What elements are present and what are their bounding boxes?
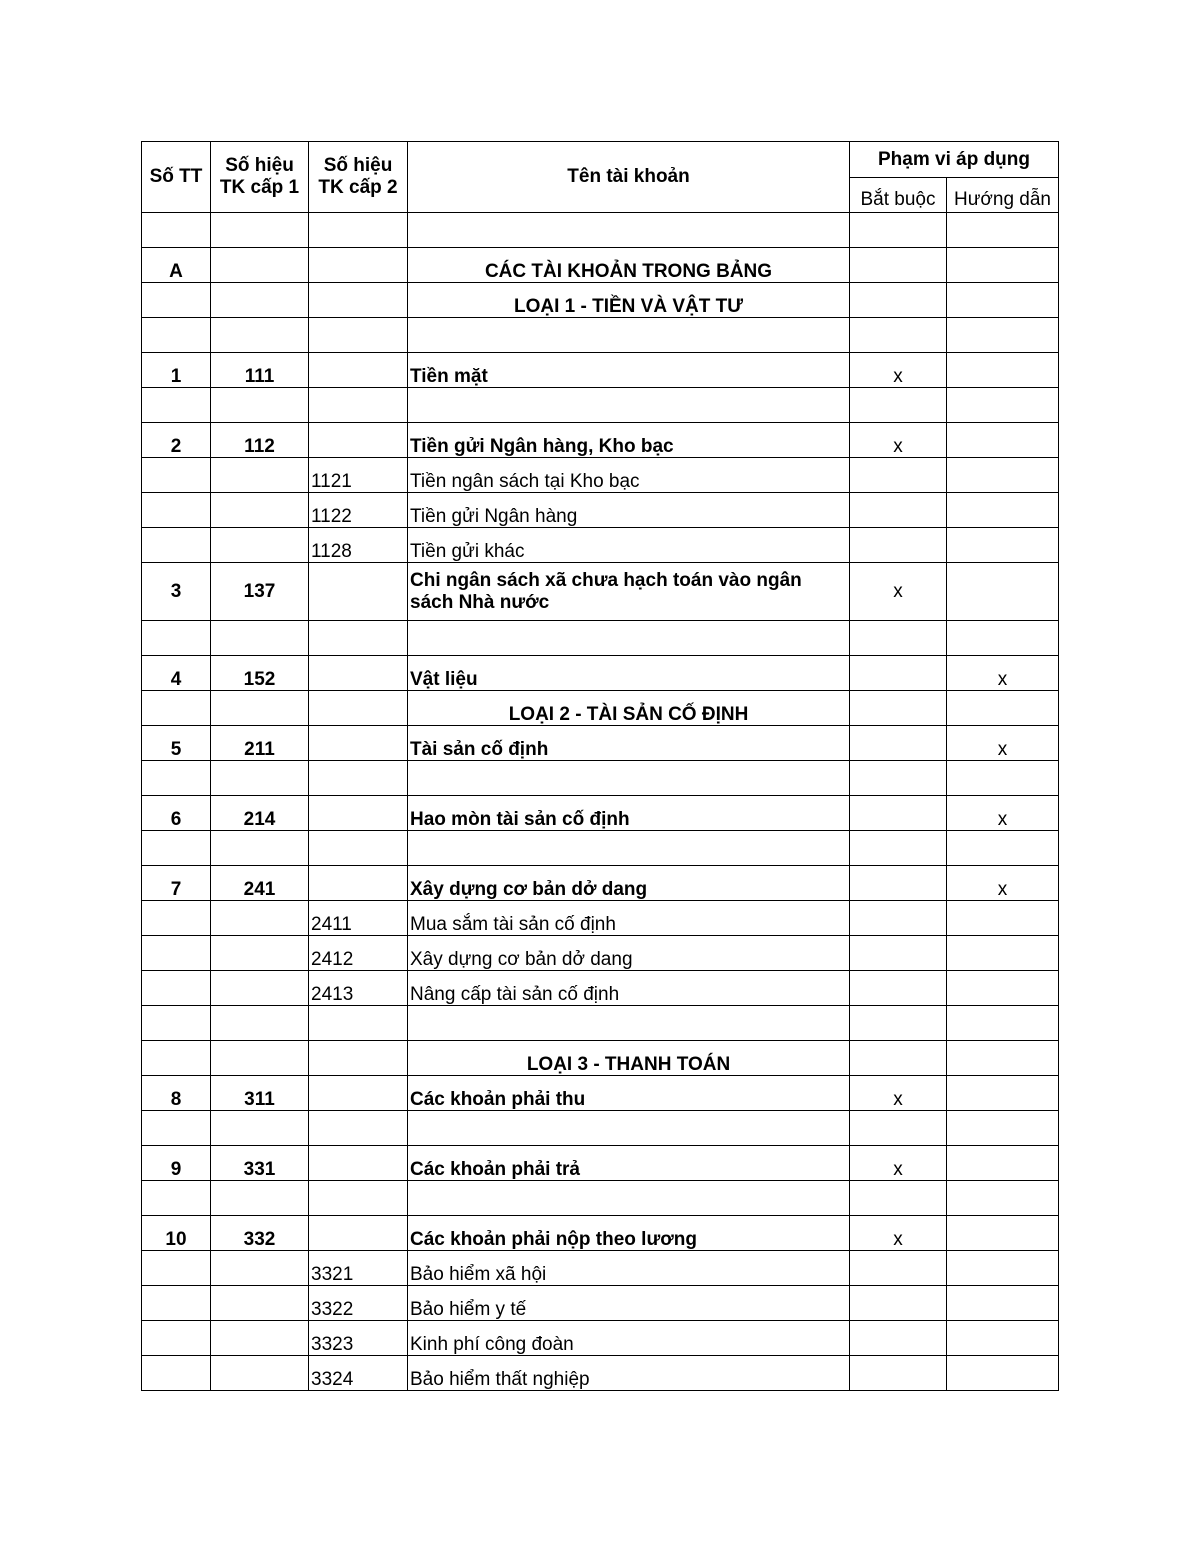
empty-cell xyxy=(408,1111,850,1146)
account-code-level-2: 1121 xyxy=(309,458,408,493)
sub-account-row xyxy=(142,1356,1059,1391)
empty-cell xyxy=(309,1181,408,1216)
row-stt: 6 xyxy=(142,796,211,831)
empty-cell xyxy=(211,1251,309,1286)
empty-cell xyxy=(947,493,1059,528)
sub-account-name: Mua sắm tài sản cố định xyxy=(408,901,850,936)
empty-cell xyxy=(142,388,211,423)
blank-row xyxy=(142,318,1059,353)
mandatory-mark: x xyxy=(850,1216,947,1251)
sub-account-name: Bảo hiểm xã hội xyxy=(408,1251,850,1286)
empty-cell xyxy=(211,936,309,971)
empty-cell xyxy=(947,831,1059,866)
account-code-level-2: 1128 xyxy=(309,528,408,563)
section-row xyxy=(142,248,1059,283)
section-row xyxy=(142,1041,1059,1076)
account-name: Các khoản phải trả xyxy=(408,1146,850,1181)
empty-cell xyxy=(947,901,1059,936)
empty-cell xyxy=(850,1286,947,1321)
empty-cell xyxy=(142,831,211,866)
guidance-mark xyxy=(947,1146,1059,1181)
empty-cell xyxy=(850,318,947,353)
mandatory-mark xyxy=(850,866,947,901)
account-name: Tiền mặt xyxy=(408,353,850,388)
guidance-mark xyxy=(947,1076,1059,1111)
empty-cell xyxy=(142,901,211,936)
blank-row xyxy=(142,1006,1059,1041)
empty-cell xyxy=(211,1111,309,1146)
guidance-mark: x xyxy=(947,866,1059,901)
guidance-mark: x xyxy=(947,726,1059,761)
blank-row xyxy=(142,831,1059,866)
empty-cell xyxy=(211,493,309,528)
account-row xyxy=(142,1146,1059,1181)
empty-cell xyxy=(211,761,309,796)
account-row xyxy=(142,1216,1059,1251)
header-account-name: Tên tài khoản xyxy=(408,142,850,213)
sub-account-name: Bảo hiểm y tế xyxy=(408,1286,850,1321)
blank-row xyxy=(142,213,1059,248)
empty-cell xyxy=(211,458,309,493)
account-code-level-1: 152 xyxy=(211,656,309,691)
empty-cell xyxy=(309,1006,408,1041)
empty-cell xyxy=(947,761,1059,796)
empty-cell xyxy=(850,971,947,1006)
empty-cell xyxy=(850,1111,947,1146)
empty-cell xyxy=(309,388,408,423)
empty-cell xyxy=(408,1181,850,1216)
row-stt: 1 xyxy=(142,353,211,388)
account-code-level-2: 3323 xyxy=(309,1321,408,1356)
guidance-mark xyxy=(947,563,1059,621)
sub-account-row xyxy=(142,1251,1059,1286)
guidance-mark xyxy=(947,353,1059,388)
empty-cell xyxy=(947,318,1059,353)
accounts-table xyxy=(141,141,1059,1391)
account-row xyxy=(142,796,1059,831)
empty-cell xyxy=(142,1181,211,1216)
empty-cell xyxy=(947,458,1059,493)
account-name: Vật liệu xyxy=(408,656,850,691)
empty-cell xyxy=(850,831,947,866)
guidance-mark: x xyxy=(947,796,1059,831)
mandatory-mark: x xyxy=(850,1146,947,1181)
empty-cell xyxy=(947,1006,1059,1041)
account-row xyxy=(142,423,1059,458)
account-code-level-2: 2411 xyxy=(309,901,408,936)
empty-cell xyxy=(309,656,408,691)
empty-cell xyxy=(142,971,211,1006)
empty-cell xyxy=(309,726,408,761)
empty-cell xyxy=(947,1251,1059,1286)
header-scope: Phạm vi áp dụng xyxy=(850,142,1059,178)
empty-cell xyxy=(309,1111,408,1146)
sub-account-name: Tiền gửi Ngân hàng xyxy=(408,493,850,528)
section-title: CÁC TÀI KHOẢN TRONG BẢNG xyxy=(408,248,850,283)
row-stt: 5 xyxy=(142,726,211,761)
section-title: LOẠI 1 - TIỀN VÀ VẬT TƯ xyxy=(408,283,850,318)
account-name: Tiền gửi Ngân hàng, Kho bạc xyxy=(408,423,850,458)
empty-cell xyxy=(850,528,947,563)
empty-cell xyxy=(850,248,947,283)
empty-cell xyxy=(850,283,947,318)
empty-cell xyxy=(142,761,211,796)
empty-cell xyxy=(408,761,850,796)
empty-cell xyxy=(947,283,1059,318)
empty-cell xyxy=(947,1111,1059,1146)
blank-row xyxy=(142,388,1059,423)
empty-cell xyxy=(211,901,309,936)
account-name: Các khoản phải thu xyxy=(408,1076,850,1111)
empty-cell xyxy=(947,1286,1059,1321)
sub-account-row xyxy=(142,936,1059,971)
empty-cell xyxy=(850,901,947,936)
blank-row xyxy=(142,761,1059,796)
empty-cell xyxy=(211,1356,309,1391)
empty-cell xyxy=(309,353,408,388)
empty-cell xyxy=(850,621,947,656)
empty-cell xyxy=(850,1006,947,1041)
account-code-level-2: 2412 xyxy=(309,936,408,971)
section-row xyxy=(142,283,1059,318)
empty-cell xyxy=(309,248,408,283)
sub-account-name: Bảo hiểm thất nghiệp xyxy=(408,1356,850,1391)
account-code-level-1: 111 xyxy=(211,353,309,388)
empty-cell xyxy=(947,1181,1059,1216)
row-stt: 10 xyxy=(142,1216,211,1251)
empty-cell xyxy=(211,1041,309,1076)
empty-cell xyxy=(947,1041,1059,1076)
empty-cell xyxy=(142,493,211,528)
sub-account-name: Xây dựng cơ bản dở dang xyxy=(408,936,850,971)
account-code-level-2: 1122 xyxy=(309,493,408,528)
empty-cell xyxy=(211,213,309,248)
empty-cell xyxy=(850,761,947,796)
empty-cell xyxy=(211,621,309,656)
empty-cell xyxy=(408,388,850,423)
empty-cell xyxy=(947,528,1059,563)
mandatory-mark: x xyxy=(850,1076,947,1111)
table-header xyxy=(142,142,1059,213)
empty-cell xyxy=(408,621,850,656)
row-stt: 2 xyxy=(142,423,211,458)
sub-account-row xyxy=(142,458,1059,493)
row-stt: 4 xyxy=(142,656,211,691)
empty-cell xyxy=(947,621,1059,656)
empty-cell xyxy=(947,936,1059,971)
blank-row xyxy=(142,1111,1059,1146)
empty-cell xyxy=(211,971,309,1006)
sub-account-row xyxy=(142,493,1059,528)
empty-cell xyxy=(850,388,947,423)
account-code-level-1: 214 xyxy=(211,796,309,831)
section-title: LOẠI 3 - THANH TOÁN xyxy=(408,1041,850,1076)
sub-account-name: Kinh phí công đoàn xyxy=(408,1321,850,1356)
account-name: Chi ngân sách xã chưa hạch toán vào ngân sách Nhà nước xyxy=(408,563,850,621)
row-stt: A xyxy=(142,248,211,283)
mandatory-mark xyxy=(850,726,947,761)
empty-cell xyxy=(408,831,850,866)
row-stt xyxy=(142,1041,211,1076)
empty-cell xyxy=(850,458,947,493)
empty-cell xyxy=(211,691,309,726)
sub-account-name: Nâng cấp tài sản cố định xyxy=(408,971,850,1006)
sub-account-name: Tiền ngân sách tại Kho bạc xyxy=(408,458,850,493)
account-code-level-1: 112 xyxy=(211,423,309,458)
mandatory-mark: x xyxy=(850,353,947,388)
empty-cell xyxy=(142,1321,211,1356)
account-row xyxy=(142,563,1059,621)
empty-cell xyxy=(211,1321,309,1356)
row-stt: 8 xyxy=(142,1076,211,1111)
empty-cell xyxy=(947,1356,1059,1391)
empty-cell xyxy=(142,621,211,656)
header-tk-level-1: Số hiệu TK cấp 1 xyxy=(211,142,309,213)
empty-cell xyxy=(947,1321,1059,1356)
guidance-mark xyxy=(947,1216,1059,1251)
header-tk-level-2: Số hiệu TK cấp 2 xyxy=(309,142,408,213)
account-row xyxy=(142,656,1059,691)
table-body xyxy=(142,213,1059,1391)
empty-cell xyxy=(947,388,1059,423)
empty-cell xyxy=(309,1146,408,1181)
empty-cell xyxy=(850,691,947,726)
sub-account-row xyxy=(142,901,1059,936)
row-stt xyxy=(142,283,211,318)
account-name: Các khoản phải nộp theo lương xyxy=(408,1216,850,1251)
empty-cell xyxy=(408,1006,850,1041)
empty-cell xyxy=(850,213,947,248)
guidance-mark: x xyxy=(947,656,1059,691)
guidance-mark xyxy=(947,423,1059,458)
row-stt xyxy=(142,691,211,726)
empty-cell xyxy=(309,563,408,621)
account-name: Tài sản cố định xyxy=(408,726,850,761)
account-code-level-1: 331 xyxy=(211,1146,309,1181)
mandatory-mark: x xyxy=(850,423,947,458)
empty-cell xyxy=(408,318,850,353)
empty-cell xyxy=(309,691,408,726)
section-title: LOẠI 2 - TÀI SẢN CỐ ĐỊNH xyxy=(408,691,850,726)
account-code-level-1: 137 xyxy=(211,563,309,621)
empty-cell xyxy=(850,1356,947,1391)
empty-cell xyxy=(211,528,309,563)
account-code-level-1: 241 xyxy=(211,866,309,901)
empty-cell xyxy=(211,388,309,423)
account-code-level-2: 2413 xyxy=(309,971,408,1006)
account-row xyxy=(142,726,1059,761)
empty-cell xyxy=(850,1251,947,1286)
empty-cell xyxy=(850,493,947,528)
empty-cell xyxy=(142,936,211,971)
empty-cell xyxy=(309,1076,408,1111)
empty-cell xyxy=(211,248,309,283)
header-mandatory: Bắt buộc xyxy=(850,178,947,213)
empty-cell xyxy=(850,1041,947,1076)
mandatory-mark xyxy=(850,796,947,831)
empty-cell xyxy=(309,423,408,458)
account-row xyxy=(142,1076,1059,1111)
empty-cell xyxy=(211,1286,309,1321)
row-stt: 3 xyxy=(142,563,211,621)
sub-account-row xyxy=(142,1286,1059,1321)
sub-account-row xyxy=(142,971,1059,1006)
empty-cell xyxy=(947,213,1059,248)
row-stt: 7 xyxy=(142,866,211,901)
empty-cell xyxy=(211,831,309,866)
empty-cell xyxy=(142,1286,211,1321)
empty-cell xyxy=(947,248,1059,283)
row-stt: 9 xyxy=(142,1146,211,1181)
empty-cell xyxy=(142,318,211,353)
empty-cell xyxy=(850,1321,947,1356)
account-code-level-2: 3321 xyxy=(309,1251,408,1286)
account-code-level-1: 332 xyxy=(211,1216,309,1251)
empty-cell xyxy=(142,458,211,493)
empty-cell xyxy=(142,1356,211,1391)
account-code-level-1: 211 xyxy=(211,726,309,761)
empty-cell xyxy=(309,866,408,901)
empty-cell xyxy=(142,1006,211,1041)
empty-cell xyxy=(211,1181,309,1216)
empty-cell xyxy=(309,1216,408,1251)
empty-cell xyxy=(211,318,309,353)
empty-cell xyxy=(947,971,1059,1006)
account-name: Xây dựng cơ bản dở dang xyxy=(408,866,850,901)
sub-account-row xyxy=(142,528,1059,563)
header-guidance: Hướng dẫn xyxy=(947,178,1059,213)
mandatory-mark: x xyxy=(850,563,947,621)
empty-cell xyxy=(850,1181,947,1216)
empty-cell xyxy=(211,1006,309,1041)
sub-account-name: Tiền gửi khác xyxy=(408,528,850,563)
header-stt: Số TT xyxy=(142,142,211,213)
blank-row xyxy=(142,621,1059,656)
blank-row xyxy=(142,1181,1059,1216)
empty-cell xyxy=(309,283,408,318)
empty-cell xyxy=(142,1251,211,1286)
account-row xyxy=(142,866,1059,901)
empty-cell xyxy=(142,1111,211,1146)
empty-cell xyxy=(309,213,408,248)
mandatory-mark xyxy=(850,656,947,691)
account-row xyxy=(142,353,1059,388)
account-code-level-1: 311 xyxy=(211,1076,309,1111)
section-row xyxy=(142,691,1059,726)
account-code-level-2: 3322 xyxy=(309,1286,408,1321)
sub-account-row xyxy=(142,1321,1059,1356)
empty-cell xyxy=(309,796,408,831)
empty-cell xyxy=(850,936,947,971)
account-code-level-2: 3324 xyxy=(309,1356,408,1391)
empty-cell xyxy=(309,761,408,796)
empty-cell xyxy=(309,1041,408,1076)
empty-cell xyxy=(211,283,309,318)
empty-cell xyxy=(309,621,408,656)
empty-cell xyxy=(142,528,211,563)
empty-cell xyxy=(142,213,211,248)
empty-cell xyxy=(408,213,850,248)
empty-cell xyxy=(309,831,408,866)
empty-cell xyxy=(309,318,408,353)
account-name: Hao mòn tài sản cố định xyxy=(408,796,850,831)
empty-cell xyxy=(947,691,1059,726)
